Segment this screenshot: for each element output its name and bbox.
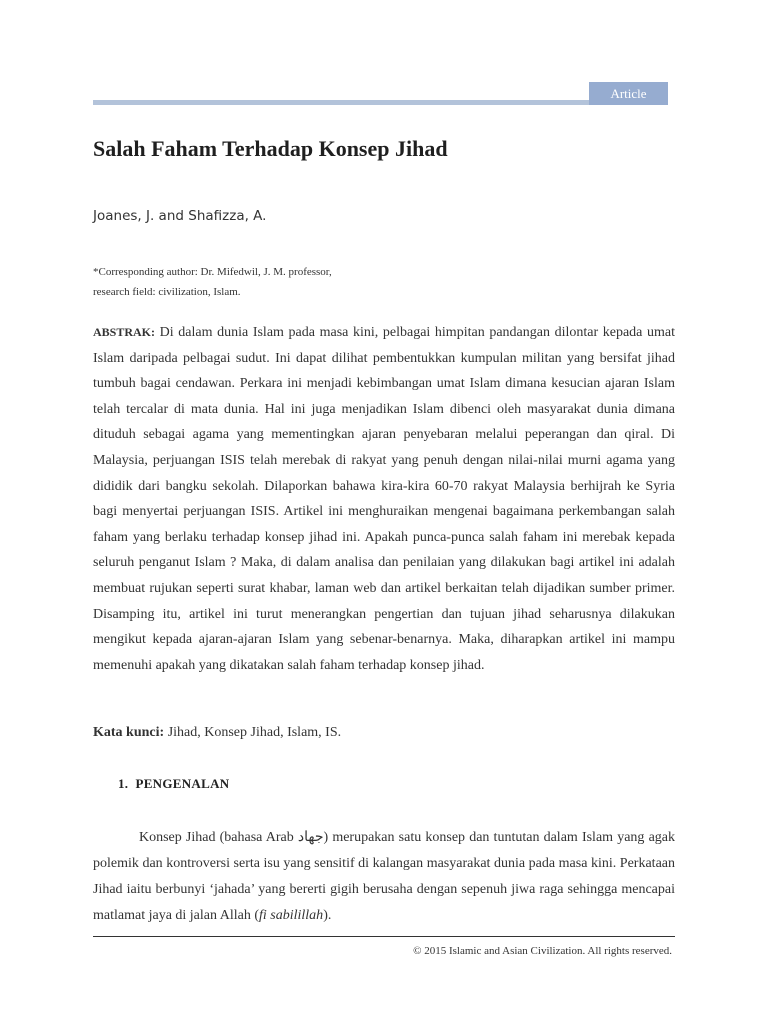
paragraph-text-c: ). <box>323 908 332 923</box>
section-heading: 1. PENGENALAN <box>118 776 230 791</box>
abstract-label: ABSTRAK: <box>93 325 156 339</box>
arabic-term: جهاد <box>297 830 324 845</box>
keywords <box>93 725 341 741</box>
footer-rule <box>93 936 675 937</box>
abstract <box>93 320 675 678</box>
corresponding-author-note <box>93 262 332 302</box>
research-field-line: research field: civilization, Islam. <box>93 286 241 298</box>
article-type-badge: Article <box>589 82 668 105</box>
copyright-footer: © 2015 Islamic and Asian Civilization. All rights reserved. <box>413 945 672 957</box>
section-paragraph <box>93 825 675 929</box>
header-rule <box>93 100 589 105</box>
paragraph-text-a: Konsep Jihad (bahasa Arab <box>139 830 298 845</box>
abstract-text: Di dalam dunia Islam pada masa kini, pelbagai himpitan pandangan dilontar kepada umat Islam daripada pelbagai sudut. Ini dapat dilihat pembentukkan kumpulan militan yang bersifat jihad tumbuh bagai cendawan. Perkara ini menjadi kebimbangan umat Islam dimana kesucian ajaran Islam telah tercalar di mata dunia. Hal ini juga menjadikan Islam dibenci oleh masyarakat dunia dimana dituduh sebagai agama yang mementingkan ajaran penyebaran melalui peperangan dan qiral. Di Malaysia, perjuangan ISIS telah merebak di rakyat yang penuh dengan nilai-nilai murni agama yang dididik dari bangku sekolah. Dilaporkan bahawa kira-kira 60-70 rakyat Malaysia berhijrah ke Syria bagi menyertai perjuangan ISIS. Artikel ini menghuraikan mengenai bagaimana perkembangan salah faham yang berlaku terhadap konsep jihad ini. Apakah punca-punca salah faham ini merebak kepada seluruh penganut Islam ? Maka, di dalam analisa dan penilaian yang dilakukan bagi artikel ini adalah membuat rujukan seperti surat khabar, laman web dan artikel berkaitan telah dijadikan sumber primer. Disamping itu, artikel ini turut menerangkan pengertian dan tujuan jihad seharusnya dilakukan mengikut kepada ajaran-ajaran Islam yang sebenar-benarnya. Maka, diharapkan artikel ini mampu memenuhi apakah yang dikatakan salah faham terhadap konsep jihad. <box>93 325 675 673</box>
keywords-text: Jihad, Konsep Jihad, Islam, IS. <box>167 725 342 740</box>
paragraph-text-b: ) merupakan satu konsep dan tuntutan dalam Islam yang agak polemik dan kontroversi serta isu yang sensitif di kalangan masyarakat dunia pada masa kini. Perkataan Jihad iaitu berbunyi ‘jahada’ yang bererti gigih berusaha dengan sepenuh jiwa raga sehingga mencapai matlamat jaya di jalan Allah ( <box>93 830 675 923</box>
keywords-label: Kata kunci: <box>93 725 165 740</box>
paper-title: Salah Faham Terhadap Konsep Jihad <box>93 136 448 161</box>
author-list: Joanes, J. and Shafizza, A. <box>93 208 267 224</box>
italic-term: fi sabilillah <box>259 908 324 923</box>
corresponding-author-line: *Corresponding author: Dr. Mifedwil, J. M. professor, <box>93 266 332 278</box>
